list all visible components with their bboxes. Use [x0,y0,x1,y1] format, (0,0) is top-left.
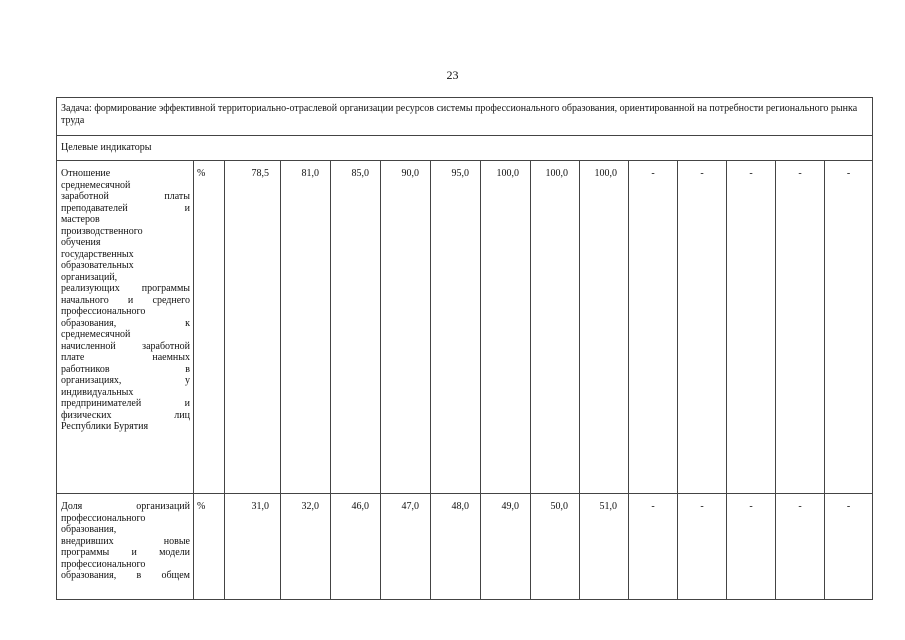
value-cell: 95,0 [431,161,481,494]
indicators-table [56,97,873,600]
unit-cell: % [194,161,225,494]
empty-value-cell: - [629,494,678,600]
empty-value-cell: - [727,494,776,600]
indicator-name-line: производственного [61,225,143,237]
unit-cell: % [194,494,225,600]
indicator-name-line: государственных [61,248,134,260]
indicator-name-line: физических лиц [61,409,190,421]
empty-value-cell: - [825,161,873,494]
value-cell: 78,5 [225,161,281,494]
indicator-name-line: среднемесячной [61,179,131,191]
indicator-name-line: образования, в общем [61,570,190,581]
empty-value-cell: - [727,161,776,494]
indicator-name-line: индивидуальных [61,386,134,398]
indicator-name-line: плате наемных [61,352,190,363]
indicator-name-line: образования, [61,524,117,535]
empty-value-cell: - [678,494,727,600]
indicator-name-line: Доля организаций [61,501,190,512]
indicator-name-line: образовательных [61,260,134,271]
indicator-name-line: профессионального [61,306,146,317]
value-cell: 90,0 [381,161,431,494]
value-cell: 81,0 [281,161,331,494]
table-row [57,161,873,494]
value-cell: 100,0 [481,161,531,494]
empty-value-cell: - [776,161,825,494]
indicator-name-line: работников в [61,363,190,375]
indicator-name-line: программы и модели [61,547,190,558]
indicator-name-line: профессионального [61,512,146,524]
value-cell: 100,0 [580,161,629,494]
empty-value-cell: - [678,161,727,494]
page-number: 23 [446,68,459,82]
value-cell: 50,0 [531,494,580,600]
indicator-name-line: внедривших новые [61,535,190,547]
indicator-name-line: реализующих программы [61,283,190,294]
indicator-name [57,494,194,600]
value-cell: 47,0 [381,494,431,600]
empty-value-cell: - [776,494,825,600]
indicator-name-line: образования, к [61,317,190,329]
table-row [57,494,873,600]
indicator-name-line: среднемесячной [61,329,131,340]
value-cell: 48,0 [431,494,481,600]
indicator-name [57,161,194,494]
value-cell: 85,0 [331,161,381,494]
indicator-name-line: обучения [61,237,101,248]
value-cell: 49,0 [481,494,531,600]
indicators-header: Целевые индикаторы [57,136,873,161]
indicator-name-line: профессионального [61,558,146,570]
empty-value-cell: - [629,161,678,494]
indicator-name-line: начисленной заработной [61,340,190,352]
empty-value-cell: - [825,494,873,600]
indicator-name-line: предпринимателей и [61,398,190,409]
indicator-name-line: Республики Бурятия [61,421,149,432]
indicator-name-line: начального и среднего [61,294,190,306]
value-cell: 31,0 [225,494,281,600]
indicator-name-line: преподавателей и [61,202,190,214]
indicator-name-line: организациях, у [61,375,190,386]
indicator-name-line: организаций, [61,271,118,283]
value-cell: 100,0 [531,161,580,494]
value-cell: 32,0 [281,494,331,600]
indicator-name-line: Отношение [61,168,111,179]
value-cell: 46,0 [331,494,381,600]
indicator-name-line: мастеров [61,214,100,225]
value-cell: 51,0 [580,494,629,600]
indicator-name-line: заработной платы [61,191,190,202]
task-cell: Задача: формирование эффективной территориально-отраслевой организации ресурсов системы профессионального образования, ориентированной на потребности регионального рынка труда [57,98,873,136]
